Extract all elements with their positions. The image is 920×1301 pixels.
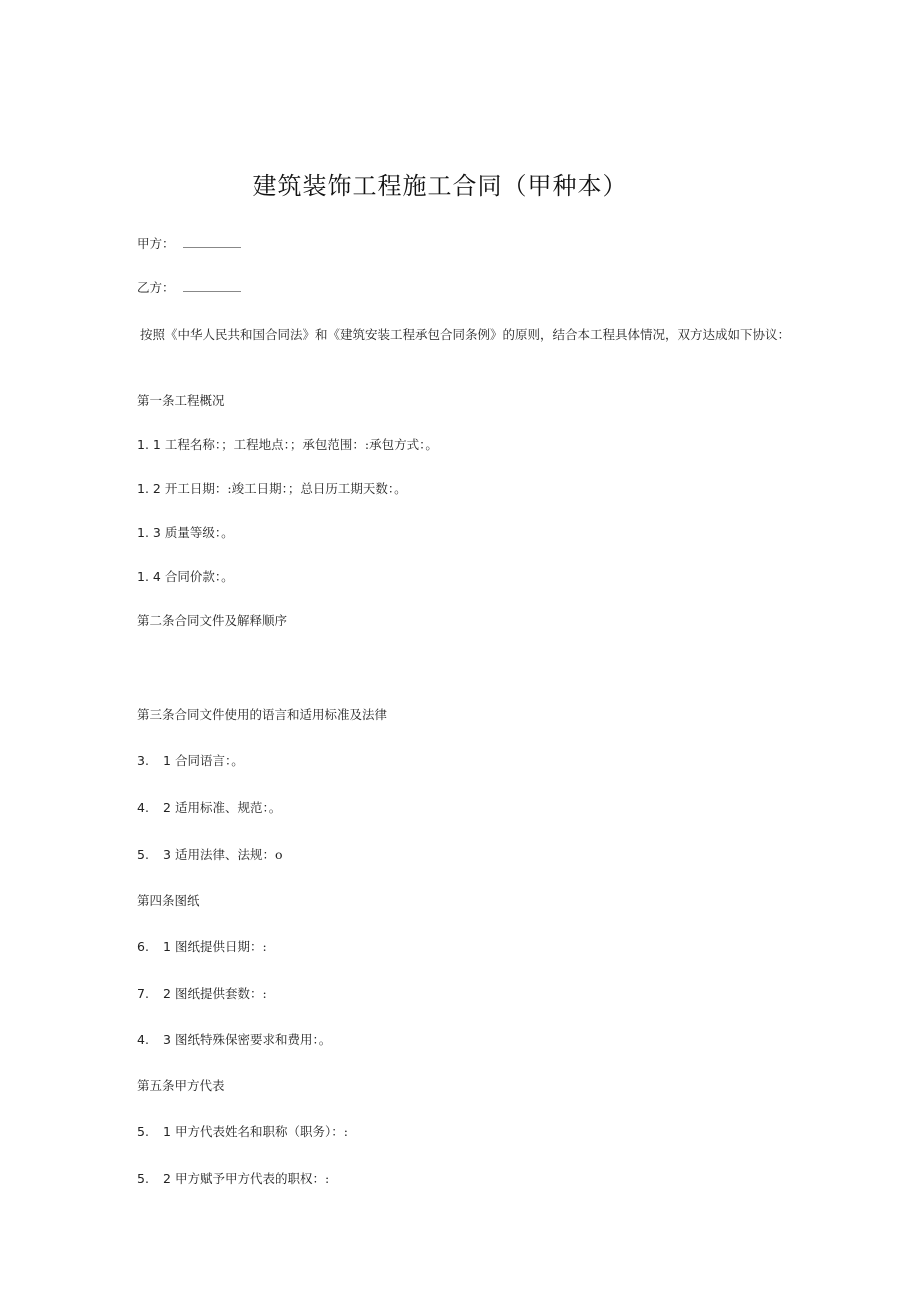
item-number: 1. 3	[137, 525, 161, 540]
intro-paragraph: 按照《中华人民共和国合同法》和《建筑安装工程承包合同条例》的原则，结合本工程具体情况，双方达成如下协议：	[140, 327, 791, 342]
article-1-heading: 第一条工程概况	[137, 393, 225, 408]
item-text: 图纸特殊保密要求和费用：。	[174, 1032, 332, 1047]
article-4-heading: 第四条图纸	[137, 893, 200, 908]
item-number-a: 7.	[137, 986, 149, 1001]
page-title: 建筑装饰工程施工合同（甲种本）	[252, 172, 628, 200]
item-text: 合同语言：。	[174, 753, 244, 768]
item-number-a: 3.	[137, 753, 149, 768]
article-3-item-2	[137, 800, 281, 816]
party-a-blank[interactable]	[183, 237, 241, 248]
item-text: 工程名称：；工程地点：；承包范围：:承包方式：。	[164, 437, 438, 452]
item-number: 1. 2	[137, 481, 161, 496]
item-number-b: 2	[163, 800, 171, 815]
article-4-item-3	[137, 1032, 331, 1048]
item-number-b: 1	[163, 1124, 171, 1139]
article-2-heading: 第二条合同文件及解释顺序	[137, 613, 288, 628]
party-b-blank[interactable]	[183, 281, 241, 292]
article-3-item-1	[137, 753, 244, 769]
item-number-b: 3	[163, 1032, 171, 1047]
item-number: 1. 4	[137, 569, 161, 584]
article-3-item-3	[137, 847, 282, 863]
item-text: 质量等级：。	[164, 525, 234, 540]
item-number-b: 1	[163, 753, 171, 768]
article-1-item-3	[137, 525, 234, 541]
item-number-b: 1	[163, 939, 171, 954]
article-5-heading: 第五条甲方代表	[137, 1078, 225, 1093]
article-5-item-1	[137, 1124, 348, 1140]
party-b-label: 乙方：	[137, 280, 175, 295]
party-b-line	[137, 280, 241, 296]
item-text: 合同价款：。	[164, 569, 234, 584]
article-1-item-2	[137, 481, 407, 497]
item-text: 适用标准、规范：。	[174, 800, 282, 815]
article-3-heading: 第三条合同文件使用的语言和适用标准及法律	[137, 707, 388, 722]
party-a-label: 甲方：	[137, 236, 175, 251]
item-text: 开工日期：:竣工日期：；总日历工期天数：。	[164, 481, 407, 496]
item-text: 图纸提供日期：:	[174, 939, 267, 954]
item-number-b: 3	[163, 847, 171, 862]
item-number-a: 5.	[137, 1171, 149, 1186]
item-text: 适用法律、法规：o	[174, 847, 283, 862]
item-number-b: 2	[163, 1171, 171, 1186]
article-1-item-1	[137, 437, 438, 453]
item-number-a: 5.	[137, 1124, 149, 1139]
item-number-a: 4.	[137, 1032, 149, 1047]
item-text: 图纸提供套数：:	[174, 986, 267, 1001]
item-number-a: 6.	[137, 939, 149, 954]
item-text: 甲方赋予甲方代表的职权：:	[174, 1171, 330, 1186]
item-number-a: 4.	[137, 800, 149, 815]
item-text: 甲方代表姓名和职称（职务）：:	[174, 1124, 348, 1139]
article-4-item-1	[137, 939, 267, 955]
article-4-item-2	[137, 986, 267, 1002]
article-1-item-4	[137, 569, 234, 585]
item-number-b: 2	[163, 986, 171, 1001]
item-number-a: 5.	[137, 847, 149, 862]
item-number: 1. 1	[137, 437, 161, 452]
article-5-item-2	[137, 1171, 329, 1187]
party-a-line	[137, 236, 241, 252]
